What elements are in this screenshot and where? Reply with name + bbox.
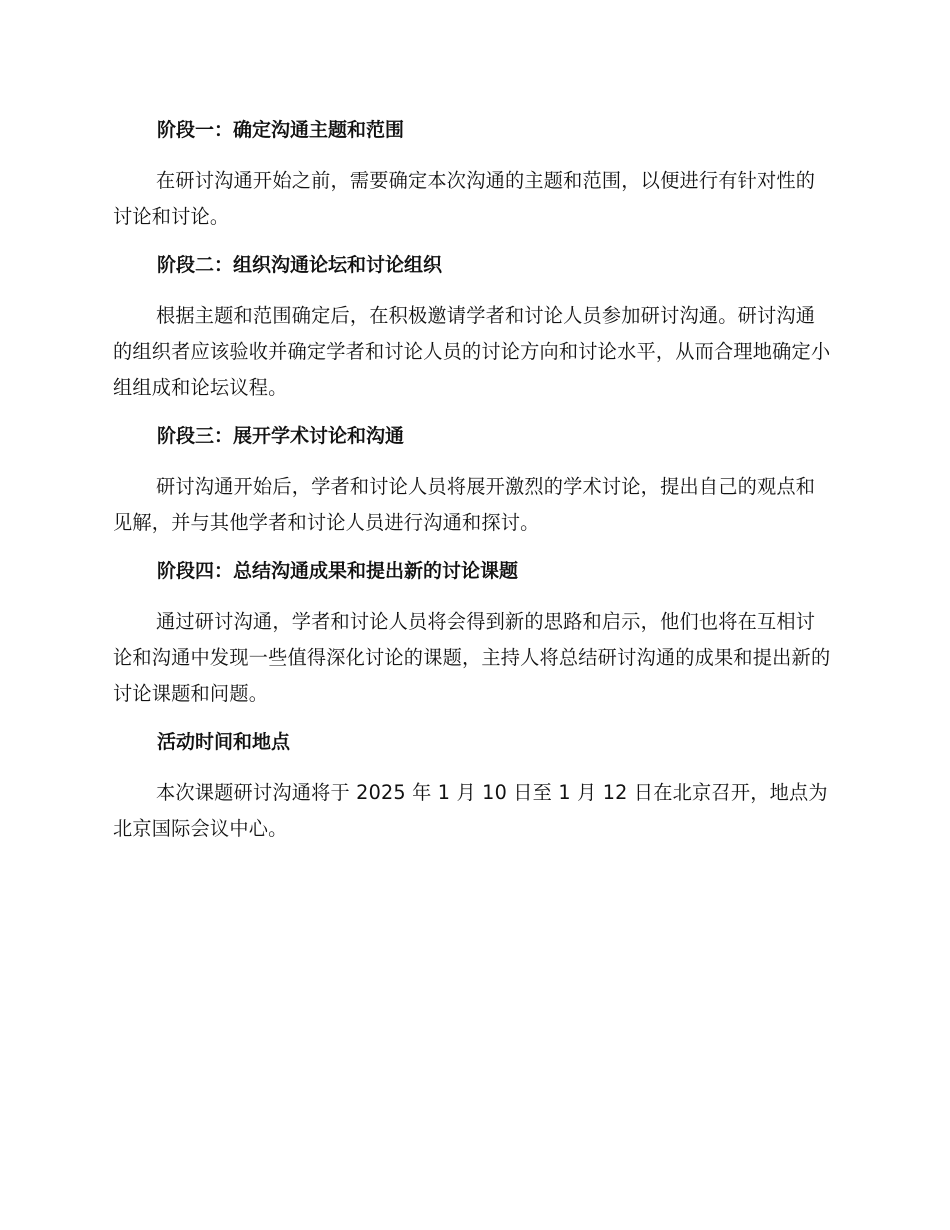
- section-paragraph-time-location: 本次课题研讨沟通将于 2025 年 1 月 10 日至 1 月 12 日在北京召开，地点为北京国际会议中心。: [113, 781, 828, 840]
- section-paragraph-stage-1: 在研讨沟通开始之前，需要确定本次沟通的主题和范围，以便进行有针对性的讨论和讨论。: [113, 169, 816, 228]
- section-paragraph-stage-3: 研讨沟通开始后，学者和讨论人员将展开激烈的学术讨论，提出自己的观点和见解，并与其他学者和讨论人员进行沟通和探讨。: [113, 475, 816, 534]
- section-paragraph-stage-2: 根据主题和范围确定后，在积极邀请学者和讨论人员参加研讨沟通。研讨沟通的组织者应该验收并确定学者和讨论人员的讨论方向和讨论水平，从而合理地确定小组组成和论坛议程。: [113, 304, 831, 399]
- section-heading-stage-2: 阶段二：组织沟通论坛和讨论组织: [157, 254, 443, 276]
- section-paragraph-stage-4: 通过研讨沟通，学者和讨论人员将会得到新的思路和启示，他们也将在互相讨论和沟通中发现一些值得深化讨论的课题，主持人将总结研讨沟通的成果和提出新的讨论课题和问题。: [113, 610, 831, 705]
- document-body: [113, 114, 833, 861]
- section-heading-stage-4: 阶段四：总结沟通成果和提出新的讨论课题: [157, 560, 519, 582]
- section-heading-stage-3: 阶段三：展开学术讨论和沟通: [157, 425, 405, 447]
- section-heading-time-location: 活动时间和地点: [157, 731, 291, 753]
- section-heading-stage-1: 阶段一：确定沟通主题和范围: [157, 119, 405, 141]
